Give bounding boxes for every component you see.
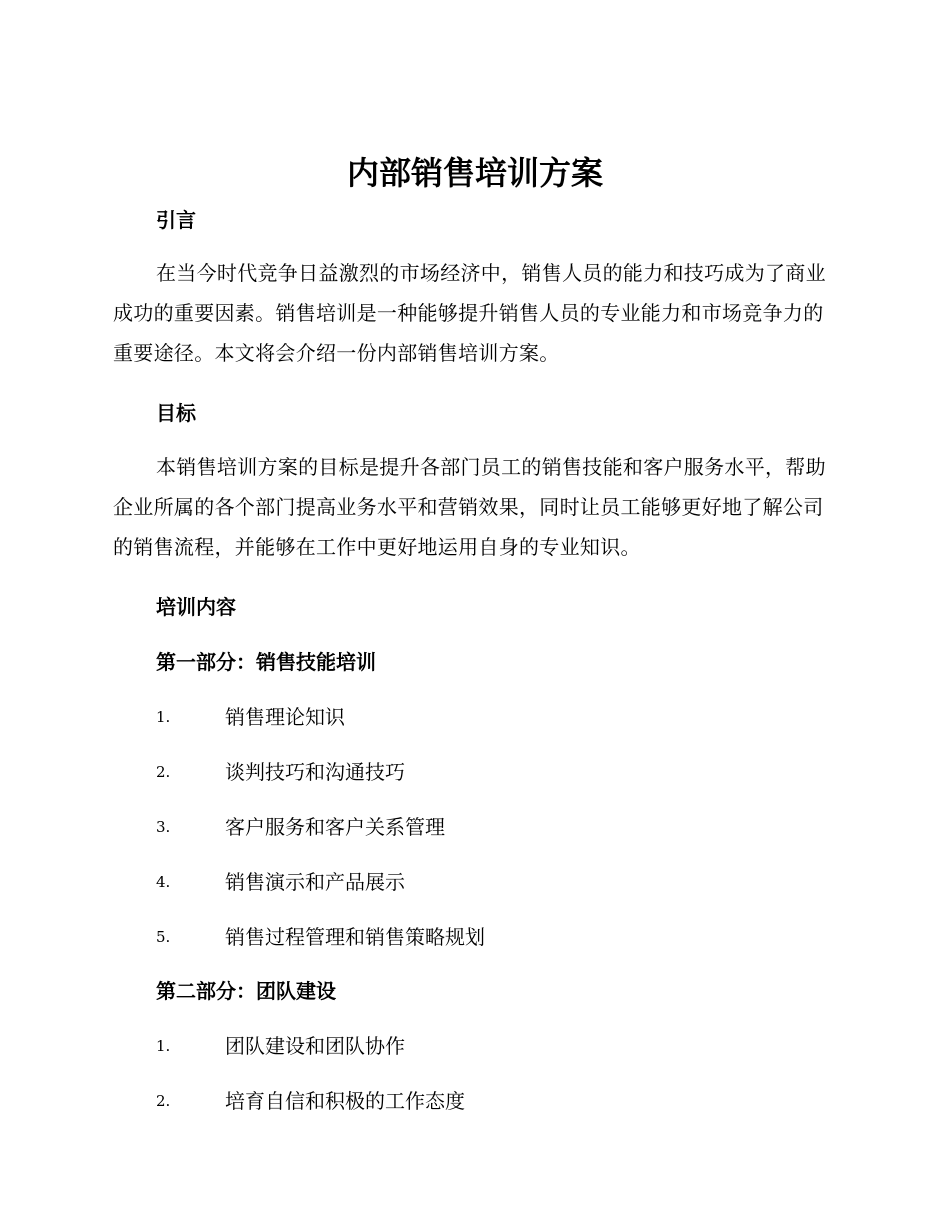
list-item-text: 培育自信和积极的工作态度 bbox=[225, 1089, 465, 1113]
document-title: 内部销售培训方案 bbox=[346, 154, 603, 192]
list-item-text: 销售过程管理和销售策略规划 bbox=[225, 925, 485, 949]
part-heading-team-building: 第二部分：团队建设 bbox=[156, 979, 336, 1003]
list-item-number: 4. bbox=[156, 873, 171, 891]
list-item-text: 销售演示和产品展示 bbox=[225, 870, 405, 894]
part-heading-sales-skills: 第一部分：销售技能培训 bbox=[156, 650, 376, 674]
list-item-number: 1. bbox=[156, 708, 171, 726]
list-item bbox=[156, 702, 856, 732]
list-item bbox=[156, 757, 856, 787]
section-paragraph-intro: 在当今时代竞争日益激烈的市场经济中，销售人员的能力和技巧成为了商业成功的重要因素。销售培训是一种能够提升销售人员的专业能力和市场竞争力的重要途径。本文将会介绍一份内部销售培训方案。 bbox=[113, 261, 826, 365]
list-item-text: 客户服务和客户关系管理 bbox=[225, 815, 445, 839]
list-item bbox=[156, 867, 856, 897]
list-item bbox=[156, 1031, 856, 1061]
section-heading-content: 培训内容 bbox=[156, 595, 236, 619]
section-paragraph-goal: 本销售培训方案的目标是提升各部门员工的销售技能和客户服务水平，帮助企业所属的各个部门提高业务水平和营销效果，同时让员工能够更好地了解公司的销售流程，并能够在工作中更好地运用自身的专业知识。 bbox=[113, 455, 826, 559]
list-item-number: 3. bbox=[156, 818, 171, 836]
list-item-number: 2. bbox=[156, 763, 171, 781]
list-item bbox=[156, 922, 856, 952]
list-item-number: 2. bbox=[156, 1092, 171, 1110]
list-item-number: 1. bbox=[156, 1037, 171, 1055]
list-item-text: 销售理论知识 bbox=[225, 705, 345, 729]
list-item bbox=[156, 1086, 856, 1116]
list-item-number: 5. bbox=[156, 928, 171, 946]
list-item-text: 团队建设和团队协作 bbox=[225, 1034, 405, 1058]
section-heading-goal: 目标 bbox=[156, 401, 196, 425]
list-item-text: 谈判技巧和沟通技巧 bbox=[225, 760, 405, 784]
list-item bbox=[156, 812, 856, 842]
section-heading-intro: 引言 bbox=[156, 208, 196, 232]
